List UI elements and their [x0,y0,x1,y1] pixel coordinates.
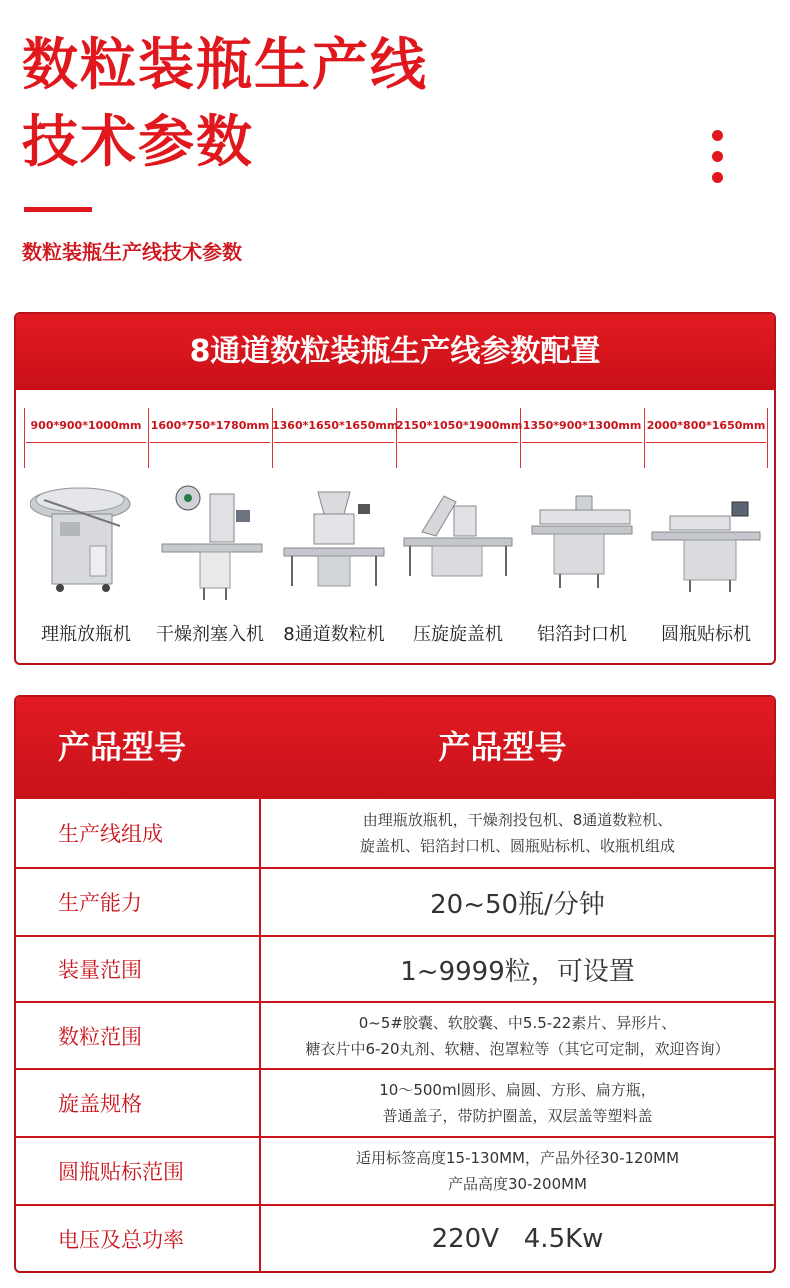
row-key: 电压及总功率 [16,1206,261,1271]
divider [646,442,766,443]
value-line: 由理瓶放瓶机，干燥剂投包机、8通道数粒机、 [362,811,673,829]
value-line: 产品高度30-200MM [447,1175,587,1193]
config-panel [14,312,776,665]
machine-dimension: 900*900*1000mm [30,419,142,432]
machine-card [644,406,768,656]
machine-dimension: 1360*1650*1650mm [272,419,399,432]
divider [150,442,270,443]
machine-card [148,406,272,656]
machine-name: 铝箔封口机 [537,624,627,645]
bottle-unscrambler-image [30,476,142,608]
row-value [261,1206,774,1271]
divider [26,442,146,443]
value-line: 旋盖机、铝箔封口机、圆瓶贴标机、收瓶机组成 [359,837,675,855]
value-line: 10～500ml圆形、扁圆、方形、扁方瓶， [379,1081,656,1099]
table-row [16,797,774,867]
value-line: 普通盖子，带防护圈盖，双层盖等塑料盖 [382,1107,653,1125]
spec-table [14,695,776,1273]
row-key: 生产能力 [16,869,261,935]
divider [522,442,642,443]
machine-card [272,406,399,656]
counting-machine-image [278,476,390,608]
row-key: 圆瓶贴标范围 [16,1138,261,1204]
machine-dimension: 1350*900*1300mm [522,419,642,432]
table-row [16,867,774,935]
row-key: 生产线组成 [16,799,261,867]
page-title-line-2: 技术参数 [22,110,254,175]
machine-card [520,406,644,656]
page-subtitle: 数粒装瓶生产线技术参数 [22,240,242,264]
foil-sealer-image [526,476,638,608]
value-line: 糖衣片中6-20丸剂、软糖、泡罩粒等（其它可定制，欢迎咨询） [305,1039,730,1058]
machine-list [24,406,768,656]
machine-dimension: 2150*1050*1900mm [396,419,523,432]
spec-table-header [16,697,774,797]
table-row [16,1068,774,1136]
value-line: 0~5#胶囊、软胶囊、中5.5-22素片、异形片、 [358,1013,677,1032]
capping-machine-image [402,476,514,608]
value-line: 适用标签高度15-130MM，产品外径30-120MM [355,1149,680,1167]
desiccant-inserter-image [154,476,266,608]
config-panel-title: 8通道数粒装瓶生产线参数配置 [16,314,774,390]
machine-card [24,406,148,656]
value-line: 220V 4.5Kw [431,1223,604,1254]
machine-name: 理瓶放瓶机 [41,624,131,645]
header-right: 产品型号 [438,728,567,766]
divider [398,442,518,443]
table-row [16,1204,774,1271]
more-dots-icon[interactable] [712,130,724,193]
value-line: 1~9999粒，可设置 [400,956,635,987]
row-value [261,1138,774,1204]
machine-name: 8通道数粒机 [283,624,385,645]
labeling-machine-image [650,476,762,608]
row-value [261,937,774,1001]
page-title-line-1: 数粒装瓶生产线 [22,33,428,98]
title-accent-bar [24,207,92,212]
machine-name: 压旋旋盖机 [413,624,503,645]
machine-name: 圆瓶贴标机 [661,624,751,645]
row-value [261,1003,774,1068]
value-line: 20~50瓶/分钟 [430,889,605,920]
machine-name: 干燥剂塞入机 [156,624,264,645]
row-key: 装量范围 [16,937,261,1001]
table-row [16,1001,774,1068]
table-row [16,935,774,1001]
header-left: 产品型号 [58,728,187,766]
row-value [261,869,774,935]
row-value [261,799,774,867]
divider [274,442,394,443]
row-value [261,1070,774,1136]
machine-dimension: 1600*750*1780mm [150,419,270,432]
table-row [16,1136,774,1204]
row-key: 数粒范围 [16,1003,261,1068]
row-key: 旋盖规格 [16,1070,261,1136]
machine-dimension: 2000*800*1650mm [646,419,766,432]
machine-card [396,406,523,656]
